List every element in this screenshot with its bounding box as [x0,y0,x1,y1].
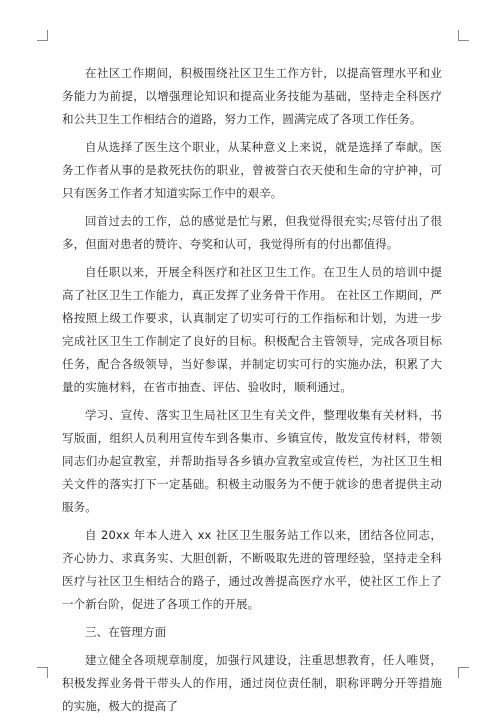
paragraph-3: 回首过去的工作，总的感觉是忙与累，但我觉得很充实;尽管付出了很多，但面对患者的赞许、夸奖和认可，我觉得所有的付出都值得。 [62,214,442,251]
paragraph-4: 自任职以来，开展全科医疗和社区卫生工作。在卫生人员的培训中提高了社区卫生工作能力，真正发挥了业务骨干作用。 在社区工作期间，严格按照上级工作要求，认真制定了切实可行的工作指标和计划，为进一步完成社区卫生工作制定了良好的目标。积极配合主管领导，完成各项目标任务，配合各级领导，当好参谋，并制定切实可行的实施办法，积累了大量的实施材料，在省市抽查、评估、验收时，顺利通过。 [62,265,442,394]
crop-mark-top-right [458,30,469,41]
section-heading: 三、在管理方面 [85,625,167,639]
document-body [62,62,442,718]
paragraph-1: 在社区工作期间，积极围绕社区卫生工作方针，以提高管理水平和业务能力为前提，以增强理论知识和提高业务技能为基础，坚持走全科医疗和公共卫生工作相结合的道路，努力工作，圆满完成了各项工作任务。 [62,66,442,126]
paragraph-7: 建立健全各项规章制度，加强行风建设，注重思想教育，任人唯贤，积极发挥业务骨干带头人的作用，通过岗位责任制，职称评聘分开等措施的实施，极大的提高了 [62,653,442,713]
crop-mark-bottom-left [37,667,48,678]
crop-mark-top-left [37,30,48,41]
paragraph-5: 学习、宣传、落实卫生局社区卫生有关文件，整理收集有关材料，书写版面，组织人员利用宣传车到各集市、乡镇宣传，散发宣传材料，带领同志们办起宣教室，并帮助指导各乡镇办宣教室或宣传栏，为社区卫生相关文件的落实打下一定基础。积极主动服务为不便于就诊的患者提供主动服务。 [62,408,442,514]
crop-mark-bottom-right [458,667,469,678]
paragraph-6: 自 20xx 年本人进入 xx 社区卫生服务站工作以来，团结各位同志，齐心协力、求真务实、大胆创新，不断吸取先进的管理经验，坚持走全科医疗与社区卫生相结合的路子，通过改善提高医疗水平，使社区工作上了一个新台阶，促进了各项工作的开展。 [62,528,442,611]
paragraph-2: 自从选择了医生这个职业，从某种意义上来说，就是选择了奉献。医务工作者从事的是救死扶伤的职业，曾被誉白衣天使和生命的守护神，可只有医务工作者才知道实际工作中的艰辛。 [62,140,442,200]
